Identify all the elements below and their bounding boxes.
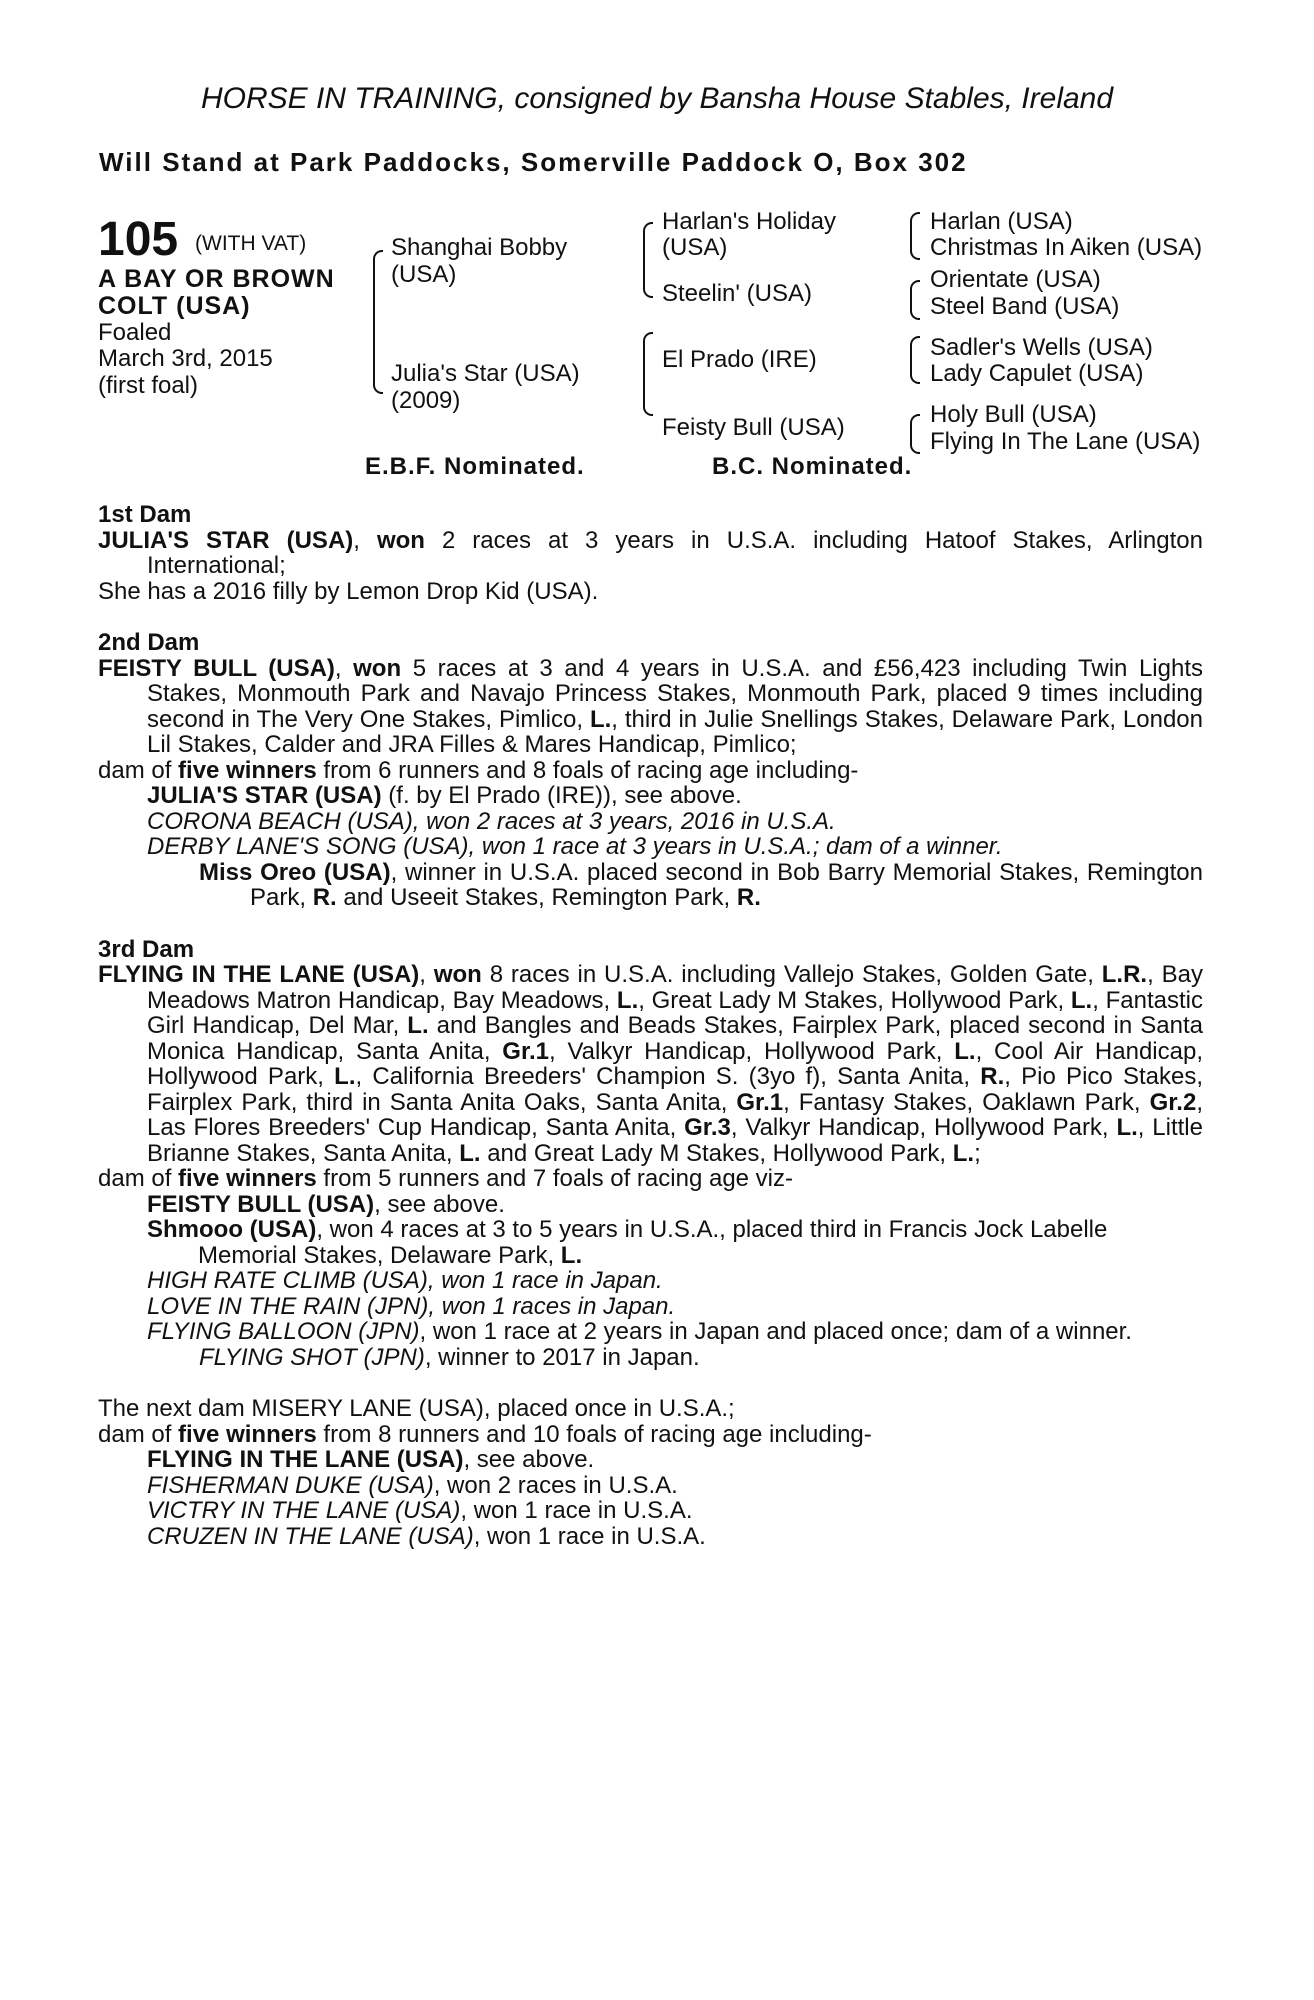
gen3-6: Lady Capulet (USA) [930, 360, 1144, 387]
separator: , [353, 526, 377, 554]
record-text: , Valkyr Handicap, Hollywood Park, [730, 1114, 1117, 1141]
gen3-2: Christmas In Aiken (USA) [930, 234, 1203, 261]
foaled-date: March 3rd, 2015 [98, 345, 273, 372]
produce-item [98, 1524, 1203, 1550]
gen3-7: Holy Bull (USA) [930, 401, 1097, 428]
third-dam-heading: 3rd Dam [98, 935, 195, 963]
horse-name: VICTRY IN THE LANE (USA) [147, 1497, 461, 1524]
next-dam-entry: The next dam MISERY LANE (USA), placed once in U.S.A.; [98, 1395, 735, 1422]
first-dam-entry [98, 528, 1203, 579]
foaled-label: Foaled [98, 319, 172, 346]
produce-item [98, 783, 1203, 809]
produce-item [98, 1473, 1203, 1499]
dam-of-line [98, 1422, 1203, 1448]
record-text: , Fantastic Girl Handicap, Del Mar, [147, 986, 1203, 1039]
produce-text: , won 1 race at 2 years in Japan and placed once; dam of a winner. [419, 1318, 1132, 1345]
listed-mark: L. [952, 1139, 975, 1167]
vat-label: (WITH VAT) [195, 232, 307, 255]
pedigree-bracket [643, 332, 653, 416]
produce-text: , winner to 2017 in Japan. [424, 1343, 700, 1371]
record-text: , Las Flores Breeders' Cup Handicap, Santa Anita, [147, 1088, 1203, 1141]
record-text: 2 races at 3 years in U.S.A. including Hatoof Stakes, Arlington International; [147, 526, 1203, 579]
record-text: , third in Julie Snellings Stakes, Delaware Park, London Lil Stakes, Calder and JRA Filles & Mares Handicap, Pimlico; [147, 705, 1204, 758]
sires-sire: Harlan's Holiday [662, 208, 836, 235]
group-mark: Gr.1 [736, 1088, 784, 1116]
pedigree-bracket [910, 280, 920, 320]
sire-country: (USA) [391, 261, 457, 288]
group-mark: Gr.1 [502, 1037, 549, 1065]
produce-item: CORONA BEACH (USA), won 2 races at 3 years, 2016 in U.S.A. [147, 807, 836, 835]
record-text: and Bangles and Beads Stakes, Fairplex Park, placed second in Santa Monica Handicap, Santa Anita, [147, 1012, 1203, 1065]
listed-mark: L.R. [1101, 961, 1148, 988]
produce-item [98, 1217, 1203, 1268]
listed-mark: L. [407, 1012, 429, 1039]
page-title: HORSE IN TRAINING, consigned by Bansha House Stables, Ireland [200, 82, 1114, 115]
separator: , [334, 654, 354, 682]
lot-description: A BAY OR BROWN [98, 265, 335, 293]
sire: Shanghai Bobby [391, 234, 568, 261]
produce-text: and Useeit Stakes, Remington Park, [336, 884, 737, 911]
dam-year: (2009) [391, 387, 461, 414]
record-text: and Great Lady M Stakes, Hollywood Park, [480, 1139, 953, 1167]
pedigree-bracket [643, 222, 653, 298]
produce-text: , won 4 races at 3 to 5 years in U.S.A., placed third in Francis Jock Labelle Memorial Stakes, Delaware Park, [198, 1216, 1108, 1269]
restricted-mark: R. [736, 884, 761, 911]
first-dam-heading: 1st Dam [98, 501, 192, 528]
dam: Julia's Star (USA) [391, 360, 580, 387]
listed-mark: L. [1070, 986, 1093, 1014]
produce-text: , winner in U.S.A. placed second in Bob Barry Memorial Stakes, Remington Park, [250, 858, 1203, 911]
produce-item [98, 1447, 1203, 1473]
record-text: , Pio Pico Stakes, Fairplex Park, third in Santa Anita Oaks, Santa Anita, [147, 1063, 1204, 1116]
horse-name: FEISTY BULL (USA) [98, 654, 335, 682]
produce-text: , won 1 race in U.S.A. [473, 1522, 706, 1550]
pedigree-bracket [910, 336, 920, 384]
horse-name: FLYING IN THE LANE (USA) [98, 961, 420, 988]
produce-record [98, 502, 1203, 1549]
location-subtitle: Will Stand at Park Paddocks, Somerville Paddock O, Box 302 [99, 147, 968, 177]
horse-name: FLYING IN THE LANE (USA) [147, 1446, 464, 1473]
record-text: 8 races in U.S.A. including Vallejo Stakes, Golden Gate, [481, 961, 1102, 988]
five-winners: five winners [178, 1165, 317, 1192]
produce-item [98, 1498, 1203, 1524]
sires-sire-country: (USA) [662, 234, 728, 261]
record-text: , Cool Air Handicap, Hollywood Park, [147, 1037, 1204, 1090]
dam-of-text: from 6 runners and 8 foals of racing age including- [316, 756, 859, 784]
horse-name: FEISTY BULL (USA) [147, 1190, 375, 1218]
record-text: , Little Brianne Stakes, Santa Anita, [147, 1114, 1203, 1167]
won-label: won [376, 526, 425, 554]
record-text: 5 races at 3 and 4 years in U.S.A. and £56,423 including Twin Lights Stakes, Monmouth Park and Navajo Princess Stakes, Monmouth Park, placed 9 times including second in The Very One Stakes, Pimlico, [147, 654, 1203, 733]
listed-mark: L. [334, 1063, 356, 1090]
produce-text: , see above. [374, 1190, 505, 1218]
listed-mark: L. [1116, 1114, 1138, 1141]
first-dam-produce: She has a 2016 filly by Lemon Drop Kid (USA). [98, 577, 599, 605]
produce-item: DERBY LANE'S SONG (USA), won 1 race at 3 years in U.S.A.; dam of a winner. [147, 833, 1003, 860]
listed-mark: L. [589, 705, 612, 733]
ebf-nominated: E.B.F. Nominated. [365, 453, 585, 480]
lot-number: 105 [98, 213, 179, 266]
group-mark: Gr.3 [684, 1114, 731, 1141]
bc-nominated: B.C. Nominated. [712, 453, 913, 480]
listed-mark: L. [560, 1241, 583, 1269]
second-dam-heading: 2nd Dam [98, 629, 200, 656]
record-text: , Bay Meadows Matron Handicap, Bay Meadows, [147, 961, 1203, 1014]
listed-mark: L. [616, 986, 639, 1014]
produce-text: , won 2 races in U.S.A. [433, 1471, 678, 1499]
produce-item: LOVE IN THE RAIN (JPN), won 1 races in Japan. [147, 1292, 676, 1320]
sires-dam: Steelin' (USA) [662, 280, 812, 307]
pedigree-bracket [910, 414, 920, 454]
listed-mark: L. [459, 1139, 481, 1167]
dam-of-label: dam of [98, 756, 179, 784]
produce-item [98, 1319, 1203, 1345]
dams-sire: El Prado (IRE) [662, 346, 817, 373]
separator: , [419, 961, 434, 988]
horse-name: JULIA'S STAR (USA) [147, 782, 382, 809]
record-text: , California Breeders' Champion S. (3yo f), Santa Anita, [355, 1063, 981, 1090]
horse-name: Miss Oreo (USA) [199, 858, 391, 886]
dam-of-line [98, 1166, 1203, 1192]
gen3-5: Sadler's Wells (USA) [930, 334, 1153, 361]
foal-note: (first foal) [98, 372, 199, 399]
produce-item [98, 1345, 1203, 1371]
produce-item [98, 860, 1203, 911]
horse-name: JULIA'S STAR (USA) [98, 526, 354, 554]
record-text: ; [974, 1139, 981, 1167]
pedigree-bracket [373, 250, 383, 394]
gen3-4: Steel Band (USA) [930, 293, 1120, 320]
lot-description-2: COLT (USA) [98, 292, 251, 320]
horse-name: FLYING BALLOON (JPN) [147, 1318, 420, 1345]
five-winners: five winners [178, 1420, 317, 1448]
produce-item-text [147, 1217, 1203, 1268]
dam-of-text: from 5 runners and 7 foals of racing age viz- [316, 1165, 794, 1192]
produce-text: , see above. [463, 1446, 595, 1473]
won-label: won [353, 654, 402, 682]
dam-of-text: from 8 runners and 10 foals of racing age including- [316, 1420, 872, 1448]
horse-name: CRUZEN IN THE LANE (USA) [147, 1522, 474, 1550]
five-winners: five winners [178, 756, 317, 784]
dam-of-label: dam of [98, 1420, 179, 1448]
restricted-mark: R. [312, 884, 337, 911]
restricted-mark: R. [980, 1063, 1005, 1090]
dam-of-label: dam of [98, 1165, 179, 1192]
record-text: , Fantasy Stakes, Oaklawn Park, [783, 1088, 1150, 1116]
gen3-1: Harlan (USA) [930, 208, 1073, 235]
gen3-3: Orientate (USA) [930, 266, 1101, 293]
record-text: , Valkyr Handicap, Hollywood Park, [549, 1037, 955, 1065]
dam-of-line [98, 758, 1203, 784]
dams-dam: Feisty Bull (USA) [662, 414, 845, 441]
produce-text: , won 1 race in U.S.A. [460, 1497, 693, 1524]
gen3-8: Flying In The Lane (USA) [930, 428, 1201, 455]
produce-item: HIGH RATE CLIMB (USA), won 1 race in Japan. [147, 1267, 663, 1294]
group-mark: Gr.2 [1149, 1088, 1197, 1116]
produce-item-text [199, 860, 1203, 911]
won-label: won [433, 961, 482, 988]
pedigree-bracket [910, 212, 920, 260]
record-text: , Great Lady M Stakes, Hollywood Park, [638, 986, 1071, 1014]
second-dam-entry [98, 656, 1203, 758]
horse-name: Shmooo (USA) [147, 1216, 317, 1243]
produce-text: (f. by El Prado (IRE)), see above. [381, 782, 742, 809]
horse-name: FLYING SHOT (JPN) [199, 1343, 425, 1371]
produce-item [98, 1192, 1203, 1218]
listed-mark: L. [954, 1037, 976, 1065]
horse-name: FISHERMAN DUKE (USA) [147, 1471, 434, 1499]
third-dam-entry [98, 962, 1203, 1166]
